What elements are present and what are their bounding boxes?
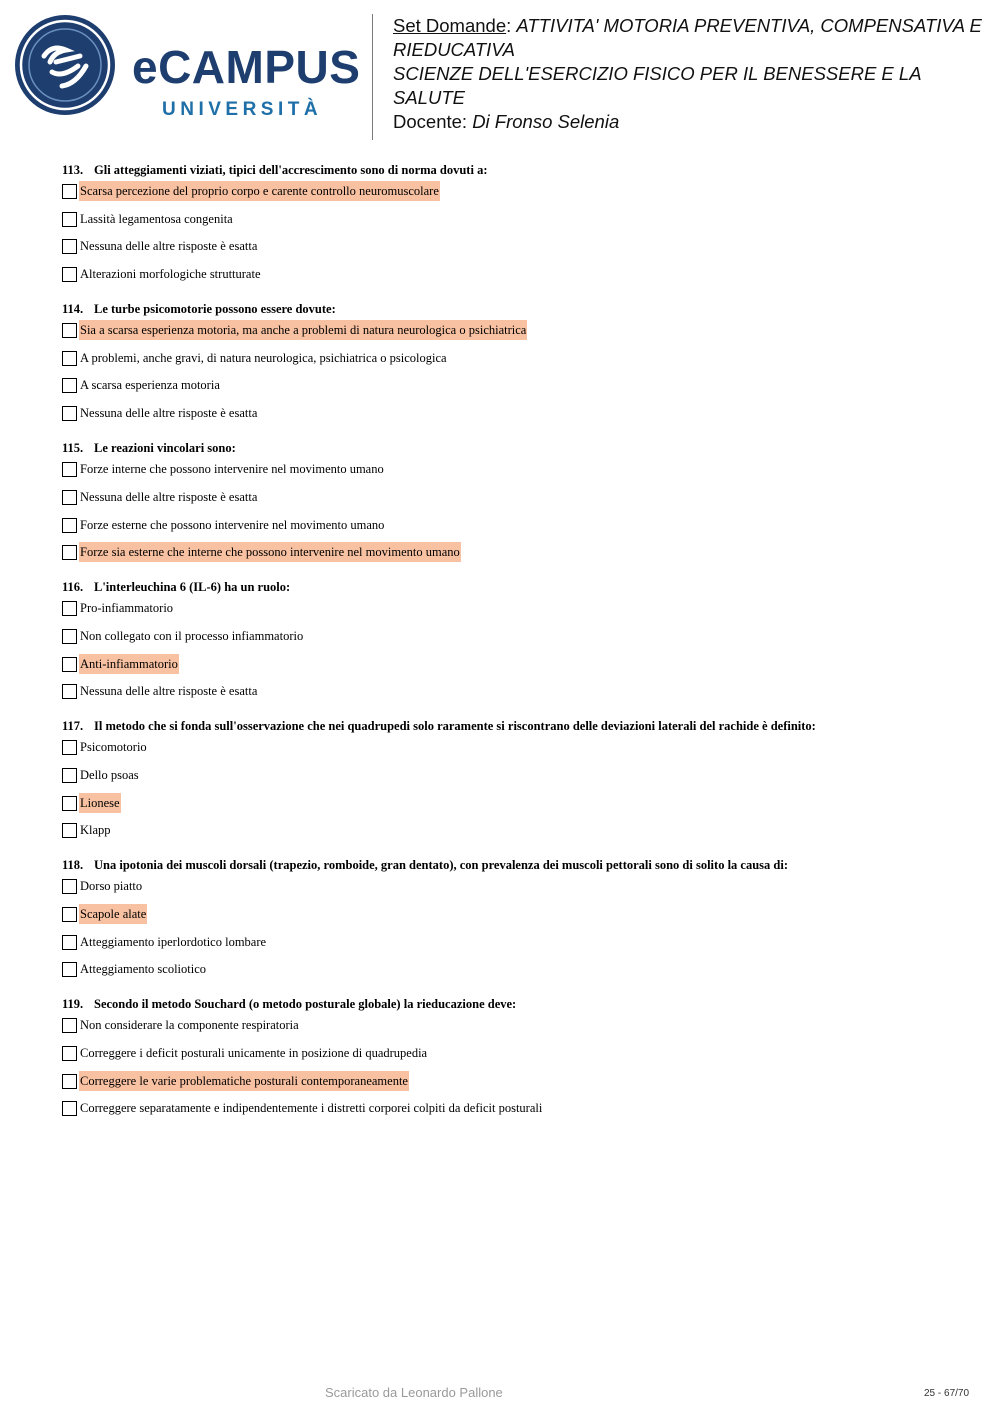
answer-checkbox[interactable]: [62, 545, 77, 560]
answer-checkbox[interactable]: [62, 1018, 77, 1033]
question-block: [62, 440, 962, 566]
answer-text: Correggere i deficit posturali unicamente in posizione di quadrupedia: [80, 1046, 428, 1061]
set-title-row: [393, 14, 1000, 38]
answer-text: Pro-infiammatorio: [80, 601, 174, 616]
question-text: Gli atteggiamenti viziati, tipici dell'accrescimento sono di norma dovuti a:: [94, 163, 488, 177]
answer-option[interactable]: [62, 932, 962, 956]
answer-checkbox[interactable]: [62, 1074, 77, 1089]
correct-answer-text: Correggere le varie problematiche posturali contemporaneamente: [79, 1071, 409, 1091]
answer-text: A scarsa esperienza motoria: [80, 378, 220, 393]
answer-text: Nessuna delle altre risposte è esatta: [80, 406, 258, 421]
answer-text: Non considerare la componente respiratoria: [80, 1018, 299, 1033]
question-title: [62, 857, 962, 873]
answer-checkbox[interactable]: [62, 935, 77, 950]
header-info: [393, 14, 1000, 134]
question-text: Il metodo che si fonda sull'osservazione che nei quadrupedi solo raramente si riscontrano delle deviazioni laterali del rachide è definito:: [94, 719, 816, 734]
answer-text: Nessuna delle altre risposte è esatta: [80, 489, 258, 504]
set-title: ATTIVITA' MOTORIA PREVENTIVA, COMPENSATIVA E: [516, 15, 982, 36]
answer-checkbox[interactable]: [62, 267, 77, 282]
question-number: 114.: [62, 302, 84, 317]
answer-option[interactable]: [62, 264, 962, 288]
answer-option[interactable]: [62, 598, 962, 622]
docente-name: Di Fronso Selenia: [472, 111, 620, 132]
answer-checkbox[interactable]: [62, 239, 77, 254]
answer-checkbox[interactable]: [62, 1101, 77, 1116]
answer-option[interactable]: [62, 1098, 962, 1122]
question-block: [62, 718, 962, 844]
answer-option[interactable]: [62, 236, 962, 260]
question-number: 117.: [62, 719, 84, 734]
question-block: [62, 996, 962, 1122]
answer-option[interactable]: [62, 737, 962, 761]
docente-label: Docente:: [393, 111, 473, 132]
answer-option[interactable]: [62, 820, 962, 844]
answer-option[interactable]: [62, 542, 962, 566]
answer-checkbox[interactable]: [62, 212, 77, 227]
answer-text: Dello psoas: [80, 767, 139, 782]
answer-checkbox[interactable]: [62, 962, 77, 977]
ecampus-emblem-icon: [14, 14, 116, 116]
question-text: Le turbe psicomotorie possono essere dovute:: [94, 302, 336, 317]
answer-checkbox[interactable]: [62, 184, 77, 199]
answer-option[interactable]: [62, 876, 962, 900]
course-title-continued: SALUTE: [393, 87, 465, 108]
answer-checkbox[interactable]: [62, 740, 77, 755]
answer-checkbox[interactable]: [62, 518, 77, 533]
answer-text: Non collegato con il processo infiammatorio: [80, 628, 304, 643]
answer-checkbox[interactable]: [62, 378, 77, 393]
footer-downloaded-by: Scaricato da Leonardo Pallone: [325, 1385, 503, 1400]
page-header: [0, 0, 1000, 145]
question-title: [62, 579, 962, 595]
answer-option[interactable]: [62, 1043, 962, 1067]
answer-text: Nessuna delle altre risposte è esatta: [80, 239, 258, 254]
answer-option[interactable]: [62, 765, 962, 789]
answer-checkbox[interactable]: [62, 657, 77, 672]
correct-answer-text: Sia a scarsa esperienza motoria, ma anche a problemi di natura neurologica o psichiatrica: [79, 320, 527, 340]
question-title: [62, 301, 962, 317]
answer-option[interactable]: [62, 459, 962, 483]
answer-text: Nessuna delle altre risposte è esatta: [80, 684, 258, 699]
set-label: Set Domande: [393, 15, 507, 36]
question-title: [62, 996, 962, 1012]
ecampus-logo: [14, 14, 361, 120]
answer-text: Forze esterne che possono intervenire nel movimento umano: [80, 517, 385, 532]
logo-subtitle: UNIVERSITÀ: [162, 99, 323, 120]
question-number: 113.: [62, 163, 84, 177]
set-title-continued: RIEDUCATIVA: [393, 39, 515, 60]
question-text: Una ipotonia dei muscoli dorsali (trapezio, romboide, gran dentato), con prevalenza dei muscoli pettorali sono di solito la causa di:: [94, 858, 788, 873]
docente-row: [393, 110, 1000, 134]
answer-checkbox[interactable]: [62, 629, 77, 644]
correct-answer-text: Lionese: [79, 793, 121, 813]
course-title: SCIENZE DELL'ESERCIZIO FISICO PER IL BENESSERE E LA: [393, 63, 922, 84]
answer-checkbox[interactable]: [62, 490, 77, 505]
answer-checkbox[interactable]: [62, 351, 77, 366]
answer-text: Psicomotorio: [80, 740, 147, 755]
question-text: Secondo il metodo Souchard (o metodo posturale globale) la rieducazione deve:: [94, 997, 517, 1012]
answer-option[interactable]: [62, 320, 962, 344]
question-text: Le reazioni vincolari sono:: [94, 441, 236, 456]
answer-checkbox[interactable]: [62, 462, 77, 477]
answer-option[interactable]: [62, 375, 962, 399]
answer-checkbox[interactable]: [62, 323, 77, 338]
set-colon: :: [506, 15, 517, 36]
correct-answer-text: Forze sia esterne che interne che possono intervenire nel movimento umano: [79, 542, 461, 562]
answer-option[interactable]: [62, 403, 962, 427]
question-list: [62, 162, 962, 1135]
correct-answer-text: Anti-infiammatorio: [79, 654, 179, 674]
header-divider: [372, 14, 373, 140]
answer-checkbox[interactable]: [62, 601, 77, 616]
answer-option[interactable]: [62, 209, 962, 233]
answer-option[interactable]: [62, 793, 962, 817]
answer-checkbox[interactable]: [62, 1046, 77, 1061]
answer-option[interactable]: [62, 181, 962, 205]
answer-text: Klapp: [80, 823, 111, 838]
answer-option[interactable]: [62, 654, 962, 678]
answer-option[interactable]: [62, 1015, 962, 1039]
answer-option[interactable]: [62, 681, 962, 705]
answer-option[interactable]: [62, 348, 962, 372]
answer-option[interactable]: [62, 515, 962, 539]
answer-text: Dorso piatto: [80, 879, 143, 894]
question-text: L'interleuchina 6 (IL-6) ha un ruolo:: [94, 580, 291, 595]
answer-option[interactable]: [62, 626, 962, 650]
answer-checkbox[interactable]: [62, 684, 77, 699]
question-number: 119.: [62, 997, 84, 1012]
correct-answer-text: Scarsa percezione del proprio corpo e carente controllo neuromuscolare: [79, 181, 440, 201]
answer-text: Atteggiamento iperlordotico lombare: [80, 934, 267, 949]
answer-checkbox[interactable]: [62, 768, 77, 783]
correct-answer-text: Scapole alate: [79, 904, 147, 924]
answer-option[interactable]: [62, 1071, 962, 1095]
question-number: 118.: [62, 858, 84, 873]
answer-text: Correggere separatamente e indipendentemente i distretti corporei colpiti da deficit posturali: [80, 1101, 543, 1116]
answer-checkbox[interactable]: [62, 879, 77, 894]
answer-checkbox[interactable]: [62, 907, 77, 922]
page-number: 25 - 67/70: [924, 1388, 970, 1399]
answer-text: Alterazioni morfologiche strutturate: [80, 267, 261, 282]
question-block: [62, 301, 962, 427]
answer-checkbox[interactable]: [62, 406, 77, 421]
answer-option[interactable]: [62, 959, 962, 983]
answer-text: Forze interne che possono intervenire nel movimento umano: [80, 462, 384, 477]
question-title: [62, 162, 962, 178]
question-number: 116.: [62, 580, 84, 595]
question-number: 115.: [62, 441, 84, 456]
answer-text: Lassità legamentosa congenita: [80, 211, 233, 226]
question-title: [62, 440, 962, 456]
question-block: [62, 857, 962, 983]
answer-text: A problemi, anche gravi, di natura neurologica, psichiatrica o psicologica: [80, 350, 447, 365]
answer-text: Atteggiamento scoliotico: [80, 962, 207, 977]
answer-option[interactable]: [62, 487, 962, 511]
answer-checkbox[interactable]: [62, 823, 77, 838]
answer-checkbox[interactable]: [62, 796, 77, 811]
question-title: [62, 718, 962, 734]
question-block: [62, 579, 962, 705]
question-block: [62, 162, 962, 288]
answer-option[interactable]: [62, 904, 962, 928]
logo-wordmark: eCAMPUS: [132, 41, 361, 93]
